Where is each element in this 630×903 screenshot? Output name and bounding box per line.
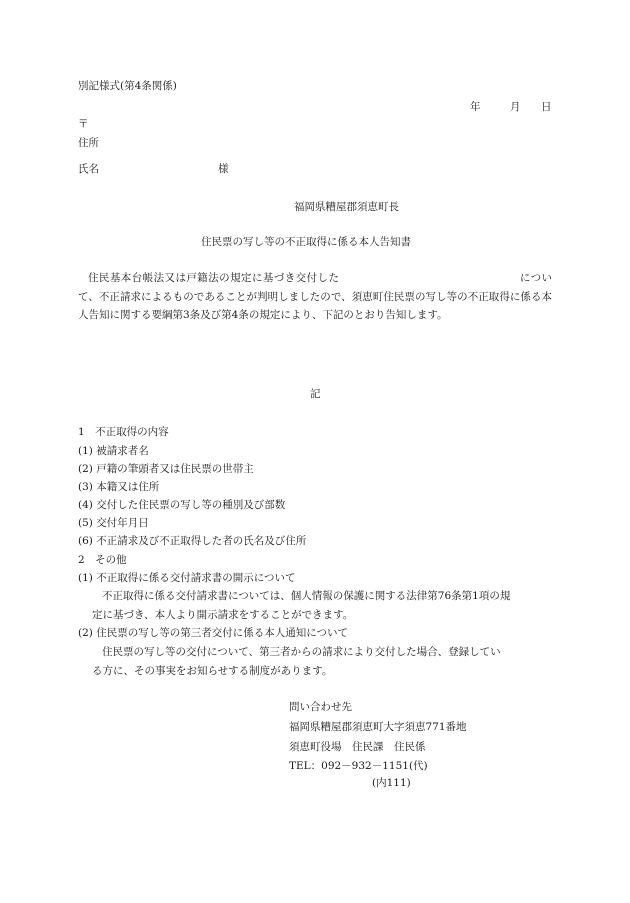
section2-item1-title: (1) 不正取得に係る交付請求書の開示について [78, 572, 296, 584]
section1-item-6: (6) 不正請求及び不正取得した者の氏名及び住所 [78, 535, 307, 547]
name-label: 氏名 [78, 163, 99, 175]
section1-item-4: (4) 交付した住民票の写し等の種別及び部数 [78, 499, 286, 511]
body-part1: 住民基本台帳法又は戸籍法の規定に基づき交付した [88, 272, 340, 284]
section2-item2-line1: 住民票の写し等の交付について、第三者からの請求により交付した場合、登録してい [102, 646, 501, 658]
section1-heading: 1 不正取得の内容 [78, 426, 169, 438]
section2-item2-line2: る方に、その事実をお知らせする制度があります。 [92, 665, 333, 677]
section1-item-1: (1) 被請求者名 [78, 445, 149, 457]
contact-tel: TEL：092－932－1151(代) [289, 760, 428, 772]
section2-heading: 2 その他 [78, 554, 127, 566]
contact-label: 問い合わせ先 [289, 701, 352, 713]
body-part2: について、不正請求によるものであることが判明しましたので、須恵町住民票の写し等の不正取得に係る本人告知に関する要綱第3条及び第4条の規定により、下記のとおり告知します。 [78, 272, 553, 321]
postal-mark: 〒 [78, 118, 89, 130]
honorific: 様 [218, 163, 229, 175]
date-day: 日 [541, 101, 552, 113]
section2-item1-line1: 不正取得に係る交付請求書については、個人情報の保護に関する法律第76条第1項の規 [102, 590, 511, 602]
section1-item-5: (5) 交付年月日 [78, 517, 149, 529]
document-title: 住民票の写し等の不正取得に係る本人告知書 [201, 236, 411, 248]
address-label: 住所 [78, 137, 99, 149]
contact-address: 福岡県糟屋郡須恵町大字須恵771番地 [289, 721, 467, 733]
section2-item1-line2: 定に基づき、本人より開示請求をすることができます。 [92, 609, 354, 621]
date-month: 月 [510, 101, 521, 113]
body-paragraph [78, 269, 552, 325]
section2-item2-title: (2) 住民票の写し等の第三者交付に係る本人通知について [78, 627, 348, 639]
section1-item-2: (2) 戸籍の筆頭者又は住民票の世帯主 [78, 463, 254, 475]
contact-office: 須恵町役場 住民課 住民係 [289, 741, 426, 753]
sender: 福岡県糟屋郡須恵町長 [294, 201, 399, 213]
ki-heading: 記 [310, 388, 321, 400]
date-year: 年 [470, 101, 481, 113]
form-label: 別記様式(第4条関係) [78, 80, 177, 92]
section1-item-3: (3) 本籍又は住所 [78, 481, 160, 493]
contact-extension: (内111) [372, 777, 411, 789]
